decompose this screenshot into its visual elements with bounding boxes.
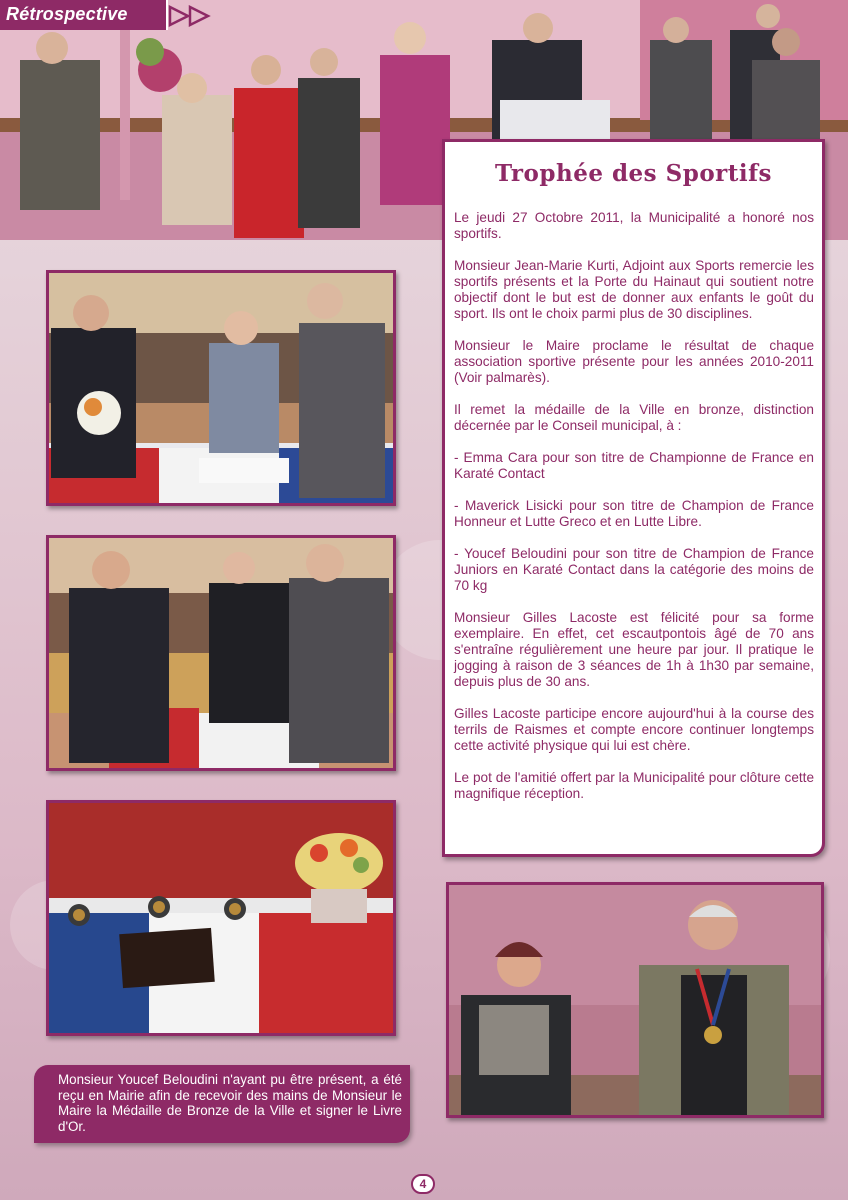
- photo-medal-presentation-image: [49, 538, 393, 768]
- photo-gilles-lacoste-portrait: [446, 882, 824, 1118]
- article-paragraph: Le pot de l'amitié offert par la Municipalité pour clôture cette magnifique réception.: [454, 770, 814, 801]
- article-paragraph: Monsieur Jean-Marie Kurti, Adjoint aux Sports remercie les sportifs présents et la Porte du Hainaut qui soutient notre objectif dont le but est de donner aux enfants le goût du sport. Ils ont le choix parmi plus de 30 disciplines.: [454, 258, 814, 321]
- photo-signing-golden-book-image: [49, 273, 393, 503]
- photo-medals-and-golden-book: [46, 800, 396, 1036]
- article-paragraph: Le jeudi 27 Octobre 2011, la Municipalité a honoré nos sportifs.: [454, 210, 814, 241]
- section-header-tab: [0, 0, 168, 30]
- photo-gilles-lacoste-portrait-image: [449, 885, 821, 1115]
- article-paragraph: Il remet la médaille de la Ville en bronze, distinction décernée par le Conseil municipal, à :: [454, 402, 814, 433]
- photo-medal-presentation: [46, 535, 396, 771]
- article-paragraph: - Maverick Lisicki pour son titre de Champion de France Honneur et Lutte Greco et en Lutte Libre.: [454, 498, 814, 529]
- article-paragraph: Monsieur Gilles Lacoste est félicité pour sa forme exemplaire. En effet, cet escautpontois âgé de 70 ans s'entraîne régulièrement une heure par jour. Il pratique le jogging à raison de 3 séances de 1h à 1h30 par semaine, depuis plus de 30 ans.: [454, 610, 814, 689]
- photo-caption-box: [34, 1065, 410, 1143]
- article-paragraph: - Youcef Beloudini pour son titre de Champion de France Juniors en Karaté Contact dans la catégorie des moins de 70 kg: [454, 546, 814, 593]
- photo-caption-text: Monsieur Youcef Beloudini n'ayant pu être présent, a été reçu en Mairie afin de recevoir des mains de Monsieur le Maire la Médaille de Bronze de la Ville et signer le Livre d'Or.: [58, 1072, 402, 1134]
- article-body: [454, 210, 814, 818]
- photo-signing-golden-book: [46, 270, 396, 506]
- article-paragraph: Monsieur le Maire proclame le résultat de chaque association sportive présente pour les années 2010-2011 (Voir palmarès).: [454, 338, 814, 385]
- article-paragraph: Gilles Lacoste participe encore aujourd'hui à la course des terrils de Raismes et compte encore continuer longtemps cette activité physique qui lui est chère.: [454, 706, 814, 753]
- article-title: Trophée des Sportifs: [494, 160, 772, 187]
- article-trophee-des-sportifs: [442, 139, 825, 857]
- double-play-arrows-icon: [168, 5, 212, 27]
- article-paragraph: - Emma Cara pour son titre de Championne de France en Karaté Contact: [454, 450, 814, 481]
- section-title: Rétrospective: [6, 4, 128, 24]
- photo-medals-and-golden-book-image: [49, 803, 393, 1033]
- page-number: 4: [411, 1174, 435, 1194]
